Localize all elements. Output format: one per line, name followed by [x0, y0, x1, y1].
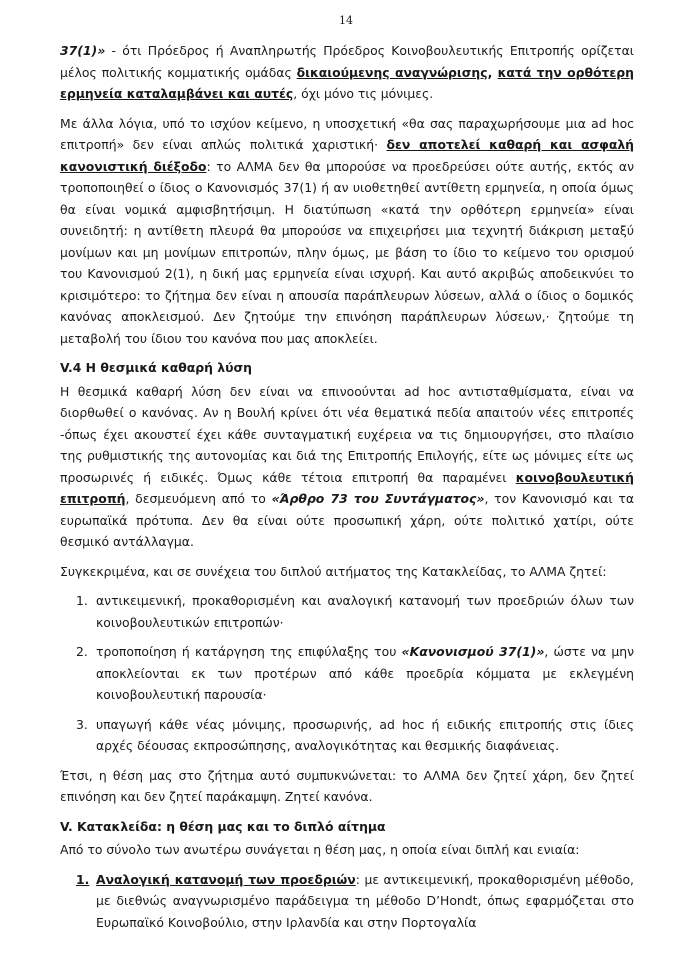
- text-run: - ότι Πρόεδρος ή Αναπληρωτής Πρόεδρος Κοινοβουλευτικής Επιτροπής ορίζεται μέλος πολιτικής κομματικής ομάδας: [60, 43, 634, 80]
- regulation-ref: 37(1)»: [60, 43, 106, 58]
- text-run: ,: [487, 64, 498, 80]
- paragraph-5: Έτσι, η θέση μας στο ζήτημα αυτό συμπυκνώνεται: το ΑΛΜΑ δεν ζητεί χάρη, δεν ζητεί επινόηση και δεν ζητεί παράκαμψη. Ζητεί κανόνα.: [60, 767, 634, 804]
- paragraph-2: [60, 113, 634, 350]
- text-run: Η θεσμικά καθαρή λύση δεν είναι να επινοούνται ad hoc αντισταθμίσματα, είναι να διορθωθεί ο κανόνας. Αν η Βουλή κρίνει ότι νέα θεματικά πεδία απαιτούν νέες επιτροπές -όπως έχει ακουστεί έχει κάθε συνταγματική ευχέρεια να τις δημιουργήσει, στο πλαίσιο της ρυθμιστικής της αυτονομίας και διά της Επιτροπής Επιλογής, είτε ως μόνιμες είτε ως προσωρινές ή ειδικές. Όμως κάθε τέτοια επιτροπή θα παραμένει: [60, 383, 634, 485]
- list-text: αντικειμενική, προκαθορισμένη και αναλογική κατανομή των προεδριών όλων των κοινοβουλευτικών επιτροπών·: [96, 593, 634, 630]
- emphasis-underlined: Αναλογική κατανομή των προεδριών: [96, 871, 356, 887]
- emphasis-underlined: δικαιούμενης αναγνώρισης: [296, 64, 488, 80]
- list-number: 1.: [76, 593, 88, 608]
- list-text: υπαγωγή κάθε νέας μόνιμης, προσωρινής, ad hoc ή ειδικής επιτροπής στις ίδιες αρχές δέουσας εκπροσώπησης, αναλογικότητας και θεσμικής διαφάνειας.: [96, 716, 634, 753]
- text-run: , δεσμευόμενη από το: [125, 491, 272, 506]
- list-text: : με αντικειμενική, προκαθορισμένη μέθοδο, με διεθνώς αναγνωρισμένο παράδειγμα τη μέθοδο D’Hondt, όπως εφαρμόζεται στο Ευρωπαϊκό Κοινοβούλιο, στην Ιρλανδία και στην Πορτογαλία: [96, 871, 634, 930]
- constitution-ref: «Άρθρο 73 του Συντάγματος»: [271, 491, 485, 506]
- text-run: Με άλλα λόγια, υπό το ισχύον κείμενο, η υποσχετική «θα σας παραχωρήσουμε μια ad hoc επιτροπή» δεν είναι απλώς πολιτικά χαριστική·: [60, 115, 634, 152]
- emphasis-underlined: κατά την ορθότερη ερμηνεία καταλαμβάνει και αυτές: [60, 64, 634, 101]
- section-heading-v4: V.4 Η θεσμικά καθαρή λύση: [60, 360, 252, 375]
- page-number: 14: [339, 14, 353, 27]
- position-list: [60, 869, 634, 934]
- paragraph-1: [60, 40, 634, 105]
- demands-list: [60, 590, 634, 757]
- page-content: [60, 40, 634, 941]
- section-heading-conclusion: V. Κατακλείδα: η θέση μας και το διπλό αίτημα: [60, 818, 386, 834]
- text-run: : το ΑΛΜΑ δεν θα μπορούσε να προεδρεύσει ούτε αυτής, εκτός αν τροποποιηθεί ο ίδιος ο Κανονισμός 37(1) ή αν υιοθετηθεί αντίθετη ερμηνεία, η οποία όμως θα είναι νομικά αμφισβητήσιμη. Η διατύπωση «κατά την ορθότερη ερμηνεία» είναι συνειδητή: η αντίθετη πλευρά θα μπορούσε να επιχειρήσει μια τεχνητή διάκριση μεταξύ μονίμων και μη μονίμων επιτροπών, πλην όμως, με βάση το ίδιο το κείμενο του ορισμού του Κανονισμού 2(1), η δική μας ερμηνεία είναι ισχυρή. Και αυτό ακριβώς αποδεικνύει το κρισιμότερο: το ζήτημα δεν είναι η απουσία παράπλευρων λύσεων, αλλά ο ίδιος ο δομικός κανόνας αποκλεισμού. Δεν ζητούμε την επινόηση παράπλευρων λύσεων,· ζητούμε τη μεταβολή του ίδιου του κανόνα που μας αποκλείει.: [60, 158, 634, 346]
- list-number: 3.: [76, 716, 88, 732]
- list-number: 2.: [76, 644, 88, 659]
- paragraph-4: Συγκεκριμένα, και σε συνέχεια του διπλού αιτήματος της Κατακλείδας, το ΑΛΜΑ ζητεί:: [60, 563, 607, 579]
- list-text: τροποποίηση ή κατάργηση της επιφύλαξης του: [96, 644, 402, 659]
- list-item: [60, 590, 634, 633]
- list-item: [60, 869, 634, 934]
- text-run: , τον Κανονισμό και τα ευρωπαϊκά πρότυπα. Δεν θα είναι ούτε προσωπική χάρη, ούτε πολιτικό χατίρι, ούτε θεσμικό αντάλλαγμα.: [60, 491, 635, 549]
- text-run: , όχι μόνο τις μόνιμες.: [293, 86, 434, 101]
- list-item: [60, 641, 634, 706]
- list-text: , ώστε να μην αποκλείονται εκ των προτέρων από κάθε προεδρία κόμματα με εκλεγμένη κοινοβουλευτική παρουσία·: [96, 644, 634, 702]
- list-number: 1.: [76, 871, 90, 887]
- emphasis-underlined: δεν αποτελεί καθαρή και ασφαλή κανονιστική διέξοδο: [60, 137, 634, 174]
- list-item: [60, 714, 634, 757]
- paragraph-3: [60, 381, 634, 553]
- paragraph-6: Από το σύνολο των ανωτέρω συνάγεται η θέση μας, η οποία είναι διπλή και ενιαία:: [60, 842, 580, 857]
- regulation-ref: «Κανονισμού 37(1)»: [401, 644, 545, 659]
- emphasis-underlined: κοινοβουλευτική επιτροπή: [60, 469, 634, 506]
